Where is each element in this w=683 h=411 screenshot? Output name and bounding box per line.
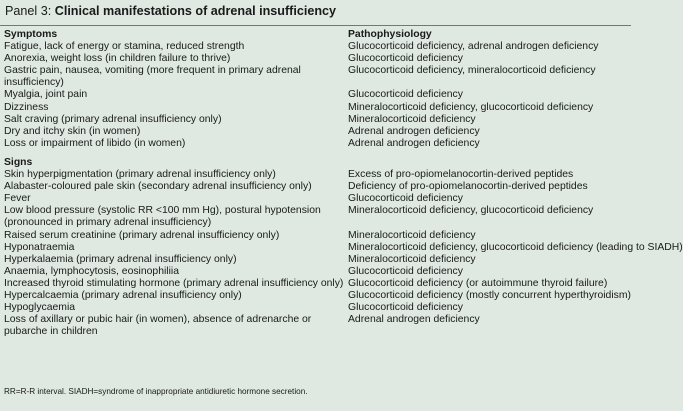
table-row xyxy=(4,302,625,314)
pathophysiology-cell: Mineralocorticoid deficiency xyxy=(348,229,476,241)
title-divider xyxy=(0,25,631,26)
pathophysiology-cell: Excess of pro-opiomelanocortin-derived peptides xyxy=(348,169,574,181)
pathophysiology-cell: Glucocorticoid deficiency xyxy=(348,302,463,314)
table-row xyxy=(4,266,625,278)
table-row xyxy=(4,241,683,254)
table-row xyxy=(4,205,625,229)
table-row xyxy=(4,193,625,205)
manifestation-cell: Fatigue, lack of energy or stamina, reduced strength xyxy=(4,41,245,53)
panel-heading: Clinical manifestations of adrenal insufficiency xyxy=(54,4,337,18)
pathophysiology-cell: Mineralocorticoid deficiency, glucocorticoid deficiency xyxy=(348,205,594,217)
pathophysiology-cell: Glucocorticoid deficiency xyxy=(348,265,463,277)
manifestation-cell: Loss or impairment of libido (in women) xyxy=(4,137,186,149)
pathophysiology-cell: Glucocorticoid deficiency xyxy=(348,89,463,101)
pathophysiology-cell: Glucocorticoid deficiency (or autoimmune thyroid failure) xyxy=(348,277,608,289)
manifestation-cell: Hypercalcaemia (primary adrenal insufficiency only) xyxy=(4,289,242,301)
header-row xyxy=(4,29,625,41)
table-row xyxy=(4,289,631,302)
manifestation-cell: Hyperkalaemia (primary adrenal insufficiency only) xyxy=(4,253,237,265)
signs-list xyxy=(4,169,683,338)
manifestation-cell: Skin hyperpigmentation (primary adrenal insufficiency only) xyxy=(4,169,276,181)
manifestation-cell: Hyponatraemia xyxy=(4,241,75,253)
manifestation-cell: Myalgia, joint pain xyxy=(4,89,88,101)
table-row xyxy=(4,138,625,150)
pathophysiology-cell: Glucocorticoid deficiency xyxy=(348,193,463,205)
table-row xyxy=(4,53,625,65)
signs-header: Signs xyxy=(4,156,33,168)
signs-header-row xyxy=(4,157,625,169)
pathophysiology-cell: Mineralocorticoid deficiency xyxy=(348,253,476,265)
table-row xyxy=(4,114,625,126)
table-row xyxy=(4,65,625,89)
panel-label: Panel 3: xyxy=(5,4,52,18)
manifestation-cell: Fever xyxy=(4,193,31,205)
pathophysiology-cell: Glucocorticoid deficiency xyxy=(348,53,463,65)
table-row xyxy=(4,254,625,266)
pathophysiology-cell: Adrenal androgen deficiency xyxy=(348,125,480,137)
panel-title xyxy=(5,4,625,19)
manifestation-cell: Loss of axillary or pubic hair (in women), absence of adrenarche or pubarche in children xyxy=(4,314,312,338)
manifestation-cell: Alabaster-coloured pale skin (secondary adrenal insufficiency only) xyxy=(4,181,312,193)
table-row xyxy=(4,89,625,101)
table-row xyxy=(4,230,625,242)
manifestation-cell: Dizziness xyxy=(4,101,49,113)
pathophysiology-cell: Glucocorticoid deficiency, mineralocorticoid deficiency xyxy=(348,65,596,77)
pathophysiology-cell: Deficiency of pro-opiomelanocortin-derived peptides xyxy=(348,181,588,193)
table-row xyxy=(4,41,625,53)
symptoms-header: Symptoms xyxy=(4,29,58,40)
table-row xyxy=(4,314,625,338)
pathophysiology-cell: Glucocorticoid deficiency, adrenal androgen deficiency xyxy=(348,41,599,53)
manifestation-cell: Low blood pressure (systolic RR <100 mm Hg), postural hypotension (pronounced in primary adrenal insufficiency) xyxy=(4,205,321,229)
manifestation-cell: Salt craving (primary adrenal insufficiency only) xyxy=(4,113,222,125)
symptoms-list xyxy=(4,41,625,150)
manifestation-cell: Increased thyroid stimulating hormone (primary adrenal insufficiency only) xyxy=(4,277,344,289)
pathophysiology-cell: Mineralocorticoid deficiency, glucocorticoid deficiency (leading to SIADH) xyxy=(348,241,683,253)
pathophysiology-cell: Glucocorticoid deficiency (mostly concurrent hyperthyroidism) xyxy=(348,289,631,301)
pathophysiology-header: Pathophysiology xyxy=(348,29,432,40)
manifestation-cell: Dry and itchy skin (in women) xyxy=(4,125,141,137)
manifestation-cell: Hypoglycaemia xyxy=(4,302,76,314)
table-row xyxy=(4,169,625,181)
table-row xyxy=(4,181,625,193)
footnote: RR=R-R interval. SIADH=syndrome of inappropriate antidiuretic hormone secretion. xyxy=(4,387,308,396)
manifestation-cell: Anaemia, lymphocytosis, eosinophiliia xyxy=(4,265,179,277)
pathophysiology-cell: Mineralocorticoid deficiency, glucocorticoid deficiency xyxy=(348,101,594,113)
table-row xyxy=(4,102,625,114)
pathophysiology-cell: Adrenal androgen deficiency xyxy=(348,314,480,326)
manifestation-cell: Raised serum creatinine (primary adrenal insufficiency only) xyxy=(4,229,280,241)
table-row xyxy=(4,126,625,138)
manifestation-cell: Anorexia, weight loss (in children failure to thrive) xyxy=(4,53,231,65)
pathophysiology-cell: Mineralocorticoid deficiency xyxy=(348,113,476,125)
table-row xyxy=(4,278,625,290)
pathophysiology-cell: Adrenal androgen deficiency xyxy=(348,137,480,149)
manifestation-cell: Gastric pain, nausea, vomiting (more frequent in primary adrenal insufficiency) xyxy=(4,65,301,89)
